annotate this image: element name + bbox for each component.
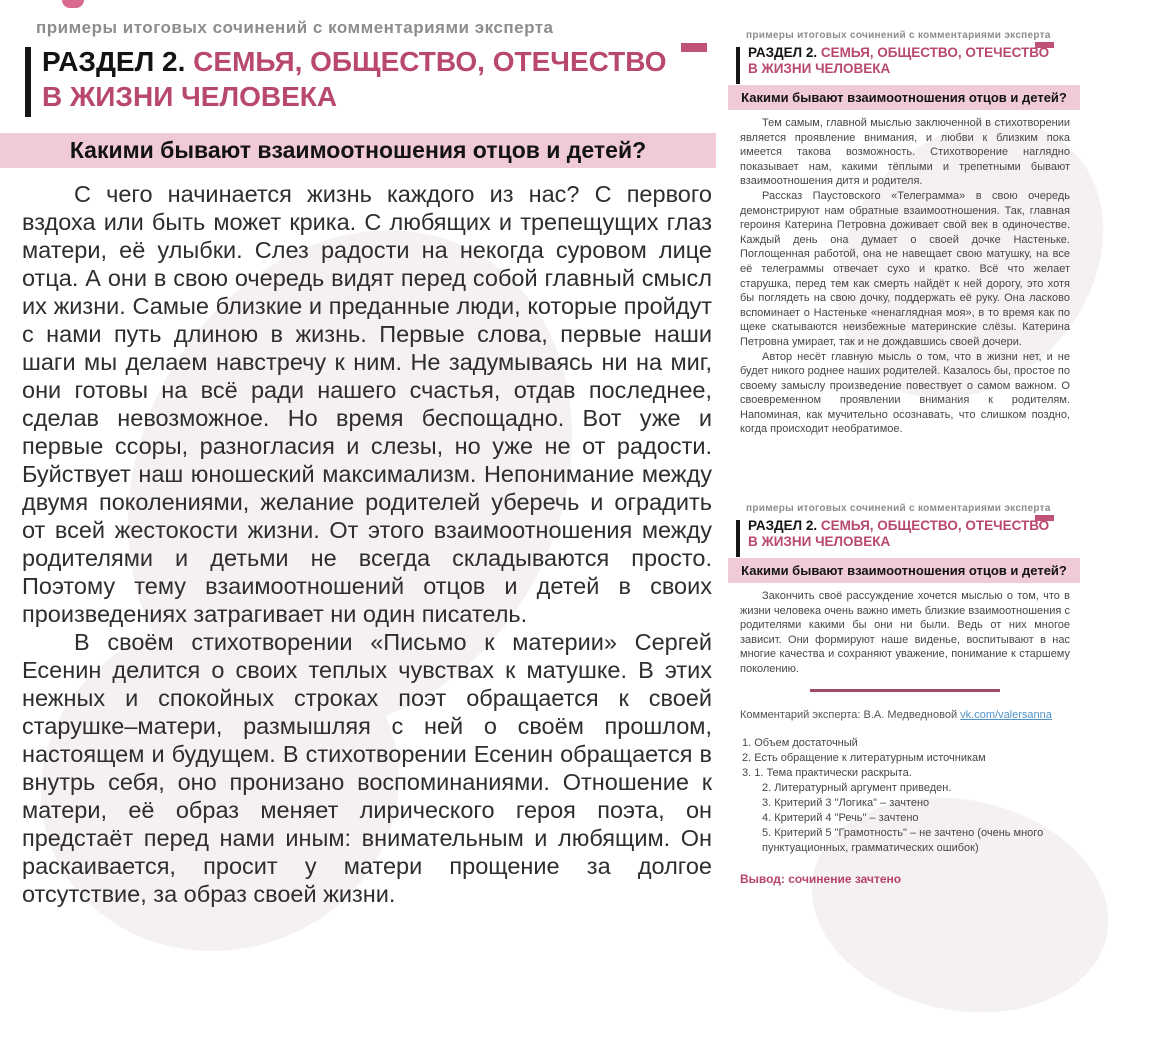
verdict-line: Вывод: сочинение зачтено <box>740 871 902 886</box>
essay-paragraph: Тем самым, главной мыслью заключенной в стихотворении является проявление внимания, и любви к близким пока имеется такова возможность. Стихотворение наглядно показывает нам, какими тёплыми и трепетными бывают взаимоотношения дитя и родителя. <box>740 117 1070 188</box>
essay-paragraph: Автор несёт главную мысль о том, что в жизни нет, и не будет никого роднее наших родителей. Казалось бы, простое по своему замыслу произведение повествует о самом важном. О своевременном проявлении внимания к родителям. Напоминая, как мучительно осознавать, что слишком поздно, когда происходит необратимое. <box>740 350 1070 436</box>
expert-comment-line <box>740 708 1070 723</box>
topic-banner: Какими бывают взаимоотношения отцов и детей? <box>728 85 1080 110</box>
section-title-line1: СЕМЬЯ, ОБЩЕСТВО, ОТЕЧЕСТВО <box>820 518 1050 533</box>
essay-paragraph: С чего начинается жизнь каждого из нас? С первого вздоха или быть может крика. С любящих и трепещущих глаз матери, её улыбки. Слез радости на некогда суровом лице отца. А они в свою очередь видят перед собой главный смысл их жизни. Самые близкие и преданные люди, которые пройдут с нами путь длиною в жизнь. Первые слова, первые наши шаги мы делаем навстречу к ним. Не задумываясь ни на миг, они готовы на всё ради нашего счастья, отдав последнее, сделав невозможное. Но время беспощадно. Вот уже и первые ссоры, разногласия и слезы, но уже не от радости. Буйствует наш юношеский максимализм. Непонимание между двумя поколениями, желание родителей уберечь и оградить от всей жестокости жизни. От этого взаимоотношения между родителями и детьми не всегда складываются просто. Поэтому тему взаимоотношений отцов и детей в своих произведениях затрагивает ни один писатель. <box>22 181 712 627</box>
checklist-subitem: 2. Литературный аргумент приведен. <box>762 781 952 794</box>
page-number-dash <box>681 43 707 52</box>
section-label: РАЗДЕЛ 2. <box>748 45 818 60</box>
running-head-text: примеры итоговых сочинений с комментариями эксперта <box>36 18 554 37</box>
expert-comment-label: Комментарий эксперта: В.А. Медведновой <box>740 708 958 721</box>
running-head-clipped <box>36 18 601 41</box>
section-title-line2: В ЖИЗНИ ЧЕЛОВЕКА <box>42 81 338 112</box>
section-header-bar <box>736 47 740 84</box>
topic-banner: Какими бывают взаимоотношения отцов и детей? <box>0 133 716 168</box>
section-title-line2: В ЖИЗНИ ЧЕЛОВЕКА <box>748 534 891 549</box>
running-head-clipped <box>746 503 1051 517</box>
section-title-line1: СЕМЬЯ, ОБЩЕСТВО, ОТЕЧЕСТВО <box>193 46 667 77</box>
checklist-subitem: 4. Критерий 4 "Речь" – зачтено <box>762 811 919 824</box>
section-header <box>748 518 1049 550</box>
section-header-line1 <box>42 44 667 79</box>
running-head-clipped <box>746 30 1051 44</box>
section-header-bar <box>736 520 740 557</box>
thumbnail-body <box>740 589 1070 886</box>
essay-body <box>22 180 712 908</box>
section-header-bar <box>25 47 31 117</box>
section-label: РАЗДЕЛ 2. <box>748 518 818 533</box>
topic-banner: Какими бывают взаимоотношения отцов и детей? <box>728 558 1080 583</box>
essay-paragraph: Рассказ Паустовского «Телеграмма» в свою очередь демонстрируют нам обратные взаимоотношения. Так, главная героиня Катерина Петровна доживает свой век в одиночестве. Каждый день она думает о своей дочке Настеньке. Поглощенная работой, она не навещает свою матушку, на все её телеграммы отвечает сухо и кратко. Всё что желает старушка, перед тем как смерть найдёт к ней дорогу, это хотя бы поглядеть на свою дочку, поддержать её руку. Она ласково вспоминает о Настеньке «ненаглядная моя», в то время как по щеке скатываются неизбежные материнские слёзы. Катерина Петровна умирает, так и не дождавшись своей дочери. <box>740 189 1070 348</box>
checklist-subitem: 5. Критерий 5 "Грамотность" – не зачтено (очень много пунктуационных, грамматических ошибок) <box>762 826 1044 854</box>
checklist-item: 2. Есть обращение к литературным источникам <box>742 751 986 764</box>
section-divider <box>810 689 1000 692</box>
expert-profile-link[interactable]: vk.com/valersanna <box>960 708 1052 721</box>
running-head-text: примеры итоговых сочинений с комментариями эксперта <box>746 503 1051 514</box>
checklist-item: 3. 1. Тема практически раскрыта. <box>742 766 912 779</box>
essay-paragraph: В своём стихотворении «Письмо к материи» Сергей Есенин делится о своих теплых чувствах к матушке. В этих нежных и спокойных строках поэт обращается к своей старушке–матери, размышляя с ней о своём прошлом, настоящем и будущем. В стихотворении Есенин обращается в внутрь себя, оно пронизано воспоминаниями. Отношение к матери, её образ меняет лирического героя поэта, он предстаёт перед нами иным: внимательным и любящим. Он раскаивается, просит у матери прощение за долгое отсутствие, за образ своей жизни. <box>22 629 712 907</box>
checklist-item: 1. Объем достаточный <box>742 736 858 749</box>
section-title-line2: В ЖИЗНИ ЧЕЛОВЕКА <box>748 61 891 76</box>
section-header <box>42 44 667 114</box>
thumbnail-page-top <box>728 30 1080 450</box>
thumbnail-page-bottom <box>728 503 1080 984</box>
thumbnail-body <box>740 116 1070 437</box>
section-label: РАЗДЕЛ 2. <box>42 46 186 77</box>
section-header <box>748 45 1049 77</box>
section-title-line1: СЕМЬЯ, ОБЩЕСТВО, ОТЕЧЕСТВО <box>820 45 1050 60</box>
section-header-line1 <box>748 45 1049 61</box>
checklist-subitem: 3. Критерий 3 "Логика" – зачтено <box>762 796 930 809</box>
running-head-text: примеры итоговых сочинений с комментариями эксперта <box>746 30 1051 41</box>
section-header-line1 <box>748 518 1049 534</box>
criteria-checklist <box>740 736 1070 856</box>
essay-paragraph: Закончить своё рассуждение хочется мыслью о том, что в жизни человека очень важно иметь близкие взаимоотношения с родителями какими бы они ни были. Ведь от них многое зависит. Они формируют наше виденье, воспитывают в нас многие качества и сохраняют уважение, понимание к старшему поколению. <box>740 590 1070 675</box>
